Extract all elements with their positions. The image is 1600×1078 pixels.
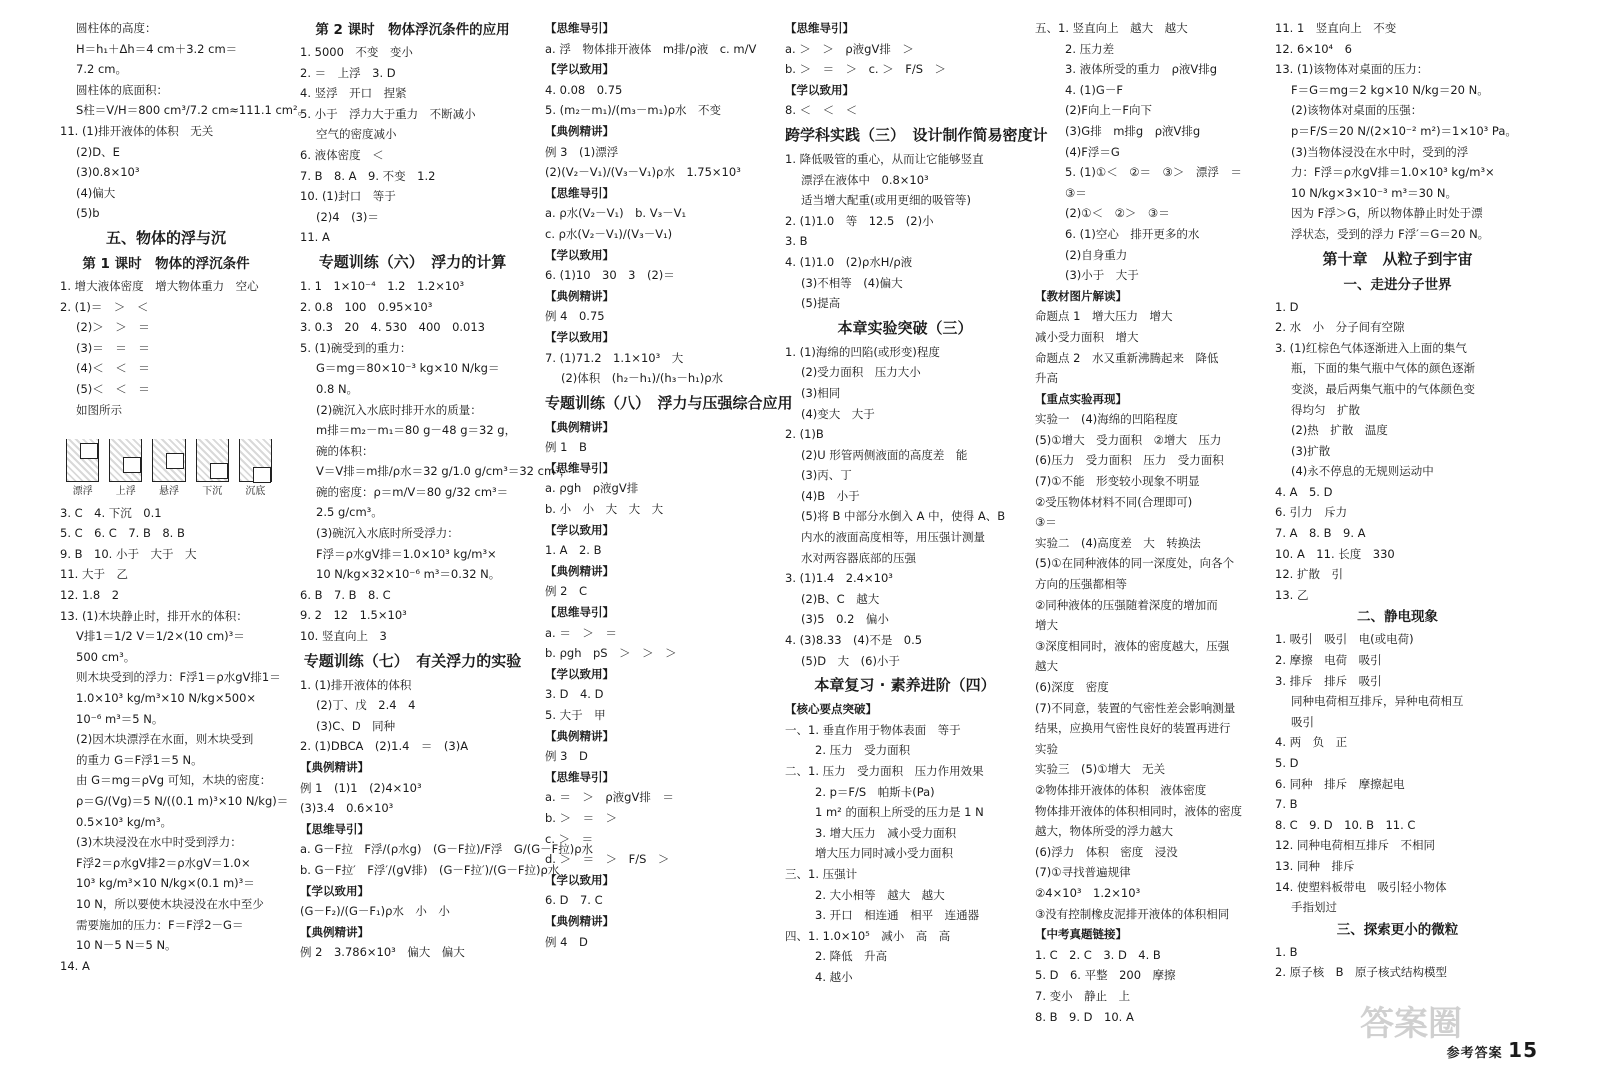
beaker-diagram: [66, 439, 99, 482]
answer-line: (2)4 (3)＝: [316, 209, 379, 224]
answer-line: d. ＞ ＝ ＞ F/S ＞: [545, 852, 670, 867]
answer-line: 1. 吸引 吸引 电(或电荷): [1275, 632, 1414, 647]
answer-line: ②受压物体材料不同(合理即可): [1035, 494, 1193, 509]
answer-line: 10 N，所以要使木块浸没在水中至少: [76, 896, 264, 911]
answer-line: (2)＞ ＞ ＝: [76, 320, 150, 335]
answer-line: 5. D: [1275, 756, 1299, 770]
footer-prefix: 参考答案: [1446, 1046, 1503, 1061]
answer-line: 适当增大配重(或用更细的吸管等): [801, 193, 971, 208]
bracket-heading: 【学以致用】: [545, 247, 614, 262]
answer-line: (3)G排 m排g ρ液V排g: [1065, 123, 1201, 138]
answer-line: 14. A: [60, 958, 90, 973]
answer-line: F浮＝ρ水gV排＝1.0×10³ kg/m³×: [316, 546, 497, 561]
answer-line: 越大: [1035, 659, 1058, 674]
answer-line: (G－F₂)/(G－F₁)ρ水 小 小: [300, 904, 450, 919]
answer-line: (6)压力 受力面积 压力 受力面积: [1035, 453, 1224, 468]
answer-line: 1. C 2. C 3. D 4. B: [1035, 947, 1161, 962]
bracket-heading: 【学以致用】: [545, 62, 614, 77]
answer-line: (5)提高: [801, 296, 841, 311]
subsection-heading: 三、探索更小的微粒: [1336, 921, 1459, 938]
answer-line: 水对两容器底部的压强: [801, 550, 916, 565]
answer-line: 7. (1)71.2 1.1×10³ 大: [545, 350, 684, 365]
answer-line: 7. B 8. A 9. 不变 1.2: [300, 168, 436, 183]
answer-line: 6. (1)空心 排开更多的水: [1065, 226, 1200, 241]
answer-line: (4)永不停息的无规则运动中: [1291, 464, 1434, 479]
answer-line: 得均匀 扩散: [1291, 402, 1360, 417]
section-heading: 本章复习 · 素养进阶（四）: [814, 676, 996, 695]
answer-line: 命题点 1 增大压力 增大: [1035, 309, 1173, 324]
beaker-diagram: [196, 439, 229, 482]
answer-line: (3)3.4 0.6×10³: [300, 801, 394, 816]
answer-line: a. ρ水(V₂－V₁) b. V₃－V₁: [545, 206, 687, 221]
answer-line: 则木块受到的浮力：F浮1＝ρ水gV排1＝: [76, 670, 281, 685]
answer-line: (3)碗沉入水底时所受浮力：: [316, 526, 459, 541]
figure-label: 下沉: [202, 486, 223, 498]
answer-line: 11. 1 竖直向上 不变: [1275, 21, 1397, 35]
answer-line: 8. B 9. D 10. A: [1035, 1009, 1134, 1024]
section-heading: 第十章 从粒子到宇宙: [1322, 249, 1473, 268]
answer-line: p＝F/S＝20 N/(2×10⁻² m²)＝1×10³ Pa。: [1291, 123, 1517, 138]
answer-line: 13. 乙: [1275, 587, 1309, 602]
answer-line: 1. 1 1×10⁻⁴ 1.2 1.2×10³: [300, 278, 465, 293]
beaker-diagram: [239, 439, 272, 482]
answer-line: 12. 扩散 引: [1275, 567, 1343, 582]
answer-line: 2.5 g/cm³。: [316, 505, 383, 520]
bracket-heading: 【思维导引】: [545, 185, 614, 200]
answer-line: 因为 F浮＞G，所以物体静止时处于漂: [1291, 206, 1483, 221]
answer-line: 5. C 6. C 7. B 8. B: [60, 526, 185, 541]
answer-line: 1. D: [1275, 299, 1299, 314]
answer-line: 4. (3)8.33 (4)不是 0.5: [785, 633, 923, 648]
bracket-heading: 【思维导引】: [300, 821, 369, 836]
answer-line: a. G－F拉 F浮/(ρ水g) (G－F拉)/F浮 G/(G－F拉)ρ水: [300, 842, 594, 857]
answer-line: ρ＝G/(Vg)＝5 N/((0.1 m)³×10 N/kg)＝: [76, 794, 289, 808]
answer-line: 例 3 D: [545, 749, 588, 764]
answer-line: 升高: [1035, 371, 1058, 386]
answer-line: 1. 5000 不变 变小: [300, 45, 413, 59]
answer-line: (5)＜ ＜ ＝: [76, 381, 150, 396]
answer-line: 14. 使塑料板带电 吸引轻小物体: [1275, 879, 1447, 894]
bracket-heading: 【重点实验再现】: [1035, 391, 1127, 406]
answer-column-6: [1275, 18, 1520, 1068]
answer-line: F＝G＝mg＝2 kg×10 N/kg＝20 N。: [1291, 82, 1489, 97]
answer-line: ②同种液体的压强随着深度的增加而: [1035, 597, 1218, 612]
answer-line: (2)D、E: [76, 144, 120, 159]
answer-line: (3)相同: [801, 385, 841, 400]
bracket-heading: 【典例精讲】: [300, 924, 369, 939]
answer-line: 12. 1.8 2: [60, 588, 120, 603]
answer-line: 方向的压强都相等: [1035, 577, 1127, 592]
answer-line: 2. 压力差: [1065, 41, 1115, 56]
answer-line: a. ρgh ρ液gV排: [545, 481, 639, 496]
answer-line: 四、1. 1.0×10⁵ 减小 高 高: [785, 928, 951, 943]
answer-line: S柱＝V/H＝800 cm³/7.2 cm≈111.1 cm²。: [76, 103, 310, 118]
section-heading: 跨学科实践（三） 设计制作简易密度计: [785, 125, 1048, 144]
answer-line: 例 3 (1)漂浮: [545, 144, 619, 159]
bracket-heading: 【学以致用】: [545, 522, 614, 537]
answer-line: 越大，物体所受的浮力越大: [1035, 824, 1173, 839]
answer-line: 实验一 (4)海绵的凹陷程度: [1035, 412, 1178, 427]
answer-line: 吸引: [1291, 714, 1314, 729]
answer-line: (5)①增大 受力面积 ②增大 压力: [1035, 432, 1222, 447]
answer-line: G＝mg＝80×10⁻³ kg×10 N/kg＝: [316, 361, 500, 376]
section-heading: 本章实验突破（三）: [837, 318, 973, 337]
answer-line: c. ρ水(V₂－V₁)/(V₃－V₁): [545, 226, 673, 241]
answer-line: 10 N/kg×32×10⁻⁶ m³＝0.32 N。: [316, 567, 501, 582]
answer-line: 10 N/kg×3×10⁻³ m³＝30 N。: [1291, 185, 1457, 200]
answer-line: 2. ＝ 上浮 3. D: [300, 65, 396, 80]
answer-line: 10⁻⁶ m³＝5 N。: [76, 711, 164, 726]
answer-line: 4. 竖浮 开口 捏紧: [300, 86, 407, 101]
answer-line: (2)热 扩散 温度: [1291, 423, 1388, 438]
answer-line: 4. (1)G－F: [1065, 82, 1123, 97]
answer-line: 5. 小于 浮力大于重力 不断减小: [300, 106, 476, 121]
answer-line: (2)碗沉入水底时排开水的质量：: [316, 402, 482, 417]
answer-line: 2. 降低 升高: [815, 949, 888, 964]
answer-line: m排＝m₂－m₁＝80 g－48 g＝32 g，: [316, 423, 517, 438]
answer-line: 13. (1)该物体对桌面的压力：: [1275, 62, 1429, 77]
answer-line: 碗的密度：ρ＝m/V＝80 g/32 cm³＝: [316, 484, 509, 499]
answer-line: 同种电荷相互排斥，异种电荷相互: [1291, 694, 1464, 709]
answer-line: 5. 大于 甲: [545, 708, 606, 722]
subsection-heading: 第 2 课时 物体浮沉条件的应用: [315, 22, 510, 38]
answer-line: (7)①不能 形变较小现象不明显: [1035, 474, 1200, 489]
answer-line: 由 G＝mg＝ρVg 可知，木块的密度：: [76, 773, 272, 788]
bracket-heading: 【中考真题链接】: [1035, 927, 1127, 942]
block-icon: [123, 457, 141, 473]
answer-line: 9. 2 12 1.5×10³: [300, 608, 407, 623]
answer-line: 11. A: [300, 230, 330, 245]
answer-line: 3. (1)红棕色气体逐渐进入上面的集气: [1275, 340, 1467, 355]
answer-line: (2)受力面积 压力大小: [801, 365, 921, 380]
answer-line: 3. 0.3 20 4. 530 400 0.013: [300, 320, 485, 335]
beaker-diagram: [152, 439, 185, 482]
answer-line: 力：F浮＝ρ水gV排＝1.0×10³ kg/m³×: [1291, 165, 1495, 180]
answer-line: 浮状态，受到的浮力 F浮′＝G＝20 N。: [1291, 226, 1490, 241]
bracket-heading: 【典例精讲】: [545, 563, 614, 578]
subsection-heading: 一、走进分子世界: [1343, 276, 1452, 293]
beaker-diagram: [109, 439, 142, 482]
bracket-heading: 【学以致用】: [300, 883, 369, 898]
answer-line: 手指划过: [1291, 900, 1337, 915]
answer-line: 3. D 4. D: [545, 687, 604, 702]
answer-line: (2)(V₂－V₁)/(V₃－V₁)ρ水 1.75×10³: [545, 165, 741, 180]
answer-line: b. ＞ ＝ ＞ c. ＞ F/S ＞: [785, 62, 947, 77]
answer-line: 10 N－5 N＝5 N。: [76, 938, 177, 953]
answer-line: 3. B: [785, 234, 808, 249]
answer-line: 8. ＜ ＜ ＜: [785, 103, 858, 118]
answer-line: 2. p＝F/S 帕斯卡(Pa): [815, 784, 935, 799]
answer-line: 6. 同种 排斥 摩擦起电: [1275, 776, 1405, 791]
answer-line: 3. 增大压力 减小受力面积: [815, 825, 957, 840]
answer-column-1: [60, 18, 310, 1068]
answer-line: 4. 两 负 正: [1275, 735, 1348, 750]
answer-line: 3. 开口 相连通 相平 连通器: [815, 908, 980, 923]
answer-line: 1 m² 的面积上所受的压力是 1 N: [815, 805, 984, 820]
answer-line: (2)该物体对桌面的压强：: [1291, 103, 1423, 118]
answer-line: 圆柱体的高度：: [76, 21, 157, 35]
bracket-heading: 【学以致用】: [545, 872, 614, 887]
answer-line: F浮2＝ρ水gV排2＝ρ水gV＝1.0×: [76, 855, 251, 870]
answer-line: (2)因木块漂浮在水面，则木块受到: [76, 732, 254, 747]
answer-line: V排1＝1/2 V＝1/2×(10 cm)³＝: [76, 629, 245, 644]
answer-line: 6. B 7. B 8. C: [300, 587, 391, 602]
answer-line: a. ＝ ＞ ρ液gV排 ＝: [545, 790, 674, 805]
figure-label: 漂浮: [72, 486, 93, 498]
answer-line: 3. 液体所受的重力 ρ液V排g: [1065, 62, 1218, 77]
bracket-heading: 【典例精讲】: [545, 913, 614, 928]
answer-line: 10. (1)封口 等于: [300, 189, 396, 204]
answer-line: 11. 大于 乙: [60, 567, 128, 582]
answer-line: 例 2 C: [545, 584, 588, 599]
answer-line: 4. A 5. D: [1275, 484, 1333, 499]
answer-line: 7.2 cm。: [76, 62, 127, 77]
answer-line: 实验: [1035, 741, 1058, 756]
answer-line: 10³ kg/m³×10 N/kg×(0.1 m)³＝: [76, 876, 255, 891]
answer-line: 13. 同种 排斥: [1275, 858, 1355, 873]
answer-line: (5)①在同种液体的同一深度处，向各个: [1035, 556, 1235, 571]
answer-line: 例 4 0.75: [545, 309, 605, 324]
answer-line: (4)变大 大于: [801, 406, 875, 421]
answer-line: 物体排开液体的体积相同时，液体的密度: [1035, 803, 1242, 818]
answer-line: 内水的液面高度相等，用压强计测量: [801, 530, 985, 545]
answer-line: 7. A 8. B 9. A: [1275, 526, 1366, 541]
answer-line: 增大压力同时减小受力面积: [815, 846, 953, 861]
block-icon: [166, 453, 184, 469]
answer-line: 2. (1)1.0 等 12.5 (2)小: [785, 213, 934, 228]
answer-line: a. 浮 物体排开液体 m排/ρ液 c. m/V: [545, 41, 757, 56]
answer-line: 2. 水 小 分子间有空隙: [1275, 320, 1405, 335]
answer-line: H＝h₁＋Δh＝4 cm＋3.2 cm＝: [76, 41, 238, 56]
answer-line: 3. (1)1.4 2.4×10³: [785, 571, 893, 586]
answer-line: (5)D 大 (6)小于: [801, 653, 900, 668]
answer-line: (2)①＜ ②＞ ③＝: [1065, 206, 1170, 221]
section-heading: 专题训练（七） 有关浮力的实验: [303, 651, 522, 670]
answer-line: 7. 变小 静止 上: [1035, 988, 1131, 1003]
answer-line: 1. A 2. B: [545, 543, 602, 558]
answer-line: 实验二 (4)高度差 大 转换法: [1035, 535, 1201, 550]
answer-line: (3)当物体浸没在水中时，受到的浮: [1291, 144, 1469, 159]
answer-line: ③＝: [1065, 185, 1087, 200]
answer-line: 例 1 (1)1 (2)4×10³: [300, 780, 422, 795]
answer-line: a. ＞ ＞ ρ液gV排 ＞: [785, 41, 914, 56]
answer-line: 命题点 2 水又重新沸腾起来 降低: [1035, 350, 1219, 365]
answer-line: (2)丁、戊 2.4 4: [316, 698, 416, 713]
answer-line: 9. B 10. 小于 大于 大: [60, 546, 197, 561]
answer-line: 1. (1)海绵的凹陷(或形变)程度: [785, 344, 940, 359]
block-icon: [80, 443, 98, 459]
answer-line: (7)①寻找普遍规律: [1035, 865, 1131, 880]
answer-line: 2. (1)＝ ＞ ＜: [60, 299, 149, 314]
watermark-logo: 答案圈: [1360, 1004, 1462, 1044]
answer-line: 变淡，最后两集气瓶中的气体颜色变: [1291, 381, 1475, 396]
answer-line: (6)浮力 体积 密度 浸没: [1035, 844, 1178, 859]
answer-line: 需要施加的压力：F＝F浮2－G＝: [76, 917, 244, 932]
answer-line: (4)偏大: [76, 185, 116, 200]
answer-line: 1. 增大液体密度 增大物体重力 空心: [60, 278, 259, 293]
answer-line: V＝V排＝m排/ρ水＝32 g/1.0 g/cm³＝32 cm³，: [316, 464, 572, 479]
figure-label: 悬浮: [159, 486, 179, 498]
answer-line: (4)B 小于: [801, 488, 860, 503]
answer-line: (3)不相等 (4)偏大: [801, 275, 903, 290]
answer-line: 2. 大小相等 越大 越大: [815, 887, 945, 902]
block-icon: [253, 467, 271, 483]
answer-line: 10. A 11. 长度 330: [1275, 546, 1395, 561]
answer-line: 一、1. 垂直作用于物体表面 等于: [785, 722, 961, 737]
answer-line: (3)丙、丁: [801, 468, 852, 483]
answer-line: (2)自身重力: [1065, 247, 1128, 262]
answer-line: 三、1. 压强计: [785, 866, 858, 881]
answer-line: 4. 越小: [815, 969, 853, 984]
answer-line: 3. 排斥 排斥 吸引: [1275, 673, 1382, 688]
bracket-heading: 【学以致用】: [545, 666, 614, 681]
answer-line: b. ＞ ＝ ＞: [545, 810, 618, 825]
bracket-heading: 【学以致用】: [785, 82, 854, 97]
answer-line: 5. (m₂－m₁)/(m₃－m₁)ρ水 不变: [545, 103, 721, 118]
answer-line: 13. (1)木块静止时，排开水的体积：: [60, 608, 248, 623]
answer-line: 1. 降低吸管的重心，从而让它能够竖直: [785, 151, 984, 166]
answer-line: 结果，应换用气密性良好的装置再进行: [1035, 721, 1231, 736]
answer-line: 瓶，下面的集气瓶中气体的颜色逐渐: [1291, 361, 1475, 376]
answer-line: 1.0×10³ kg/m³×10 N/kg×500×: [76, 691, 257, 706]
bracket-heading: 【思维导引】: [545, 21, 614, 35]
answer-line: 空气的密度减小: [316, 127, 397, 142]
answer-line: 例 4 D: [545, 934, 588, 949]
subsection-heading: 二、静电现象: [1357, 609, 1438, 626]
answer-line: 10. 竖直向上 3: [300, 629, 387, 644]
answer-line: 2. 原子核 B 原子核式结构模型: [1275, 965, 1448, 980]
answer-line: (3)C、D 同种: [316, 718, 396, 733]
answer-line: ②4×10³ 1.2×10³: [1035, 885, 1141, 900]
float-sink-figure: [60, 420, 272, 482]
answer-line: 6. D 7. C: [545, 893, 603, 908]
bracket-heading: 【典例精讲】: [545, 419, 614, 434]
answer-line: 实验三 (5)①增大 无关: [1035, 762, 1166, 777]
subsection-heading: 第 1 课时 物体的浮沉条件: [82, 255, 250, 272]
answer-line: 的重力 G＝F浮1＝5 N。: [76, 752, 203, 767]
page-footer: [1447, 1038, 1538, 1062]
answer-line: 增大: [1035, 618, 1058, 633]
answer-line: 4. (1)1.0 (2)ρ水H/ρ液: [785, 254, 913, 269]
bracket-heading: 【思维导引】: [545, 605, 614, 620]
answer-line: a. ＝ ＞ ＝: [545, 625, 617, 640]
answer-line: 2. (1)DBCA (2)1.4 ＝ (3)A: [300, 739, 469, 754]
answer-line: b. ρgh pS ＞ ＞ ＞: [545, 646, 677, 661]
answer-line: ②物体排开液体的体积 液体密度: [1035, 782, 1207, 797]
block-icon: [210, 463, 228, 479]
answer-line: (3)扩散: [1291, 443, 1331, 458]
answer-line: (6)深度 密度: [1035, 680, 1109, 694]
answer-line: (2)F向上－F向下: [1065, 103, 1153, 118]
bracket-heading: 【学以致用】: [545, 329, 614, 344]
answer-line: ③深度相同时，液体的密度越大，压强: [1035, 638, 1230, 653]
answer-line: (5)将 B 中部分水倒入 A 中，使得 A、B: [801, 509, 1006, 524]
answer-line: 5. (1)碗受到的重力：: [300, 340, 412, 355]
answer-line: 2. 压力 受力面积: [815, 743, 911, 758]
answer-line: 11. (1)排开液体的体积 无关: [60, 123, 214, 138]
answer-line: (3)小于 大于: [1065, 268, 1139, 283]
answer-line: 6. 液体密度 ＜: [300, 147, 384, 162]
figure-label: 沉底: [245, 486, 266, 498]
answer-line: (2)体积 (h₂－h₁)/(h₃－h₁)ρ水: [561, 371, 724, 386]
bracket-heading: 【思维导引】: [545, 460, 614, 475]
answer-line: 4. 0.08 0.75: [545, 82, 623, 97]
answer-line: (2)B、C 越大: [801, 591, 880, 606]
answer-line: (5)b: [76, 206, 100, 221]
answer-line: c. ＞ ＝: [545, 831, 594, 846]
answer-line: (7)不同意，装置的气密性差会影响测量: [1035, 700, 1236, 715]
answer-line: 漂浮在液体中 0.8×10³: [801, 172, 929, 187]
page-number: 15: [1508, 1038, 1538, 1062]
bracket-heading: 【典例精讲】: [545, 728, 614, 743]
section-heading: 专题训练（六） 浮力的计算: [318, 252, 507, 271]
answer-line: 2. 0.8 100 0.95×10³: [300, 299, 433, 314]
answer-column-5: [1035, 18, 1260, 1068]
answer-line: 5. D 6. 平整 200 摩擦: [1035, 968, 1176, 983]
answer-line: (2)U 形管两侧液面的高度差 能: [801, 447, 968, 462]
answer-line: 2. (1)B: [785, 427, 824, 442]
answer-line: 五、1. 竖直向上 越大 越大: [1035, 21, 1188, 35]
answer-line: 例 2 3.786×10³ 偏大 偏大: [300, 945, 465, 960]
answer-line: 8. C 9. D 10. B 11. C: [1275, 817, 1416, 832]
answer-line: b. 小 小 大 大 大: [545, 502, 664, 517]
answer-line: 3. C 4. 下沉 0.1: [60, 505, 162, 520]
answer-line: ③＝: [1035, 515, 1057, 530]
answer-line: 1. (1)排开液体的体积: [300, 677, 412, 692]
bracket-heading: 【思维导引】: [545, 769, 614, 784]
bracket-heading: 【教材图片解读】: [1035, 288, 1127, 303]
answer-line: 2. 摩擦 电荷 吸引: [1275, 653, 1382, 668]
bracket-heading: 【典例精讲】: [545, 288, 614, 303]
figure-labels: [60, 482, 272, 503]
answer-line: 6. 引力 斥力: [1275, 505, 1348, 520]
figure-label: 上浮: [115, 486, 136, 498]
bracket-heading: 【典例精讲】: [300, 760, 369, 774]
answer-line: (3)＝ ＝ ＝: [76, 340, 150, 355]
bracket-heading: 【思维导引】: [785, 21, 854, 35]
answer-line: 5. (1)①＜ ②＝ ③＞ 漂浮 ＝: [1065, 165, 1242, 180]
answer-line: (3)5 0.2 偏小: [801, 612, 889, 627]
answer-line: (4)F浮＝G: [1065, 144, 1120, 159]
answer-line: (3)0.8×10³: [76, 165, 140, 180]
answer-line: 12. 同种电荷相互排斥 不相同: [1275, 838, 1435, 853]
section-heading: 五、物体的浮与沉: [105, 228, 226, 247]
answer-line: 二、1. 压力 受力面积 压力作用效果: [785, 764, 984, 778]
answer-line: 12. 6×10⁴ 6: [1275, 41, 1352, 56]
bracket-heading: 【核心要点突破】: [785, 702, 877, 717]
bracket-heading: 【典例精讲】: [545, 123, 614, 138]
answer-line: b. G－F拉′ F浮′/(gV排) (G－F拉′)/(G－F拉)ρ水: [300, 862, 560, 877]
answer-line: 0.8 N。: [316, 381, 359, 396]
answer-line: 例 1 B: [545, 440, 587, 455]
answer-line: (3)木块浸没在水中时受到浮力：: [76, 835, 242, 850]
answer-line: 500 cm³。: [76, 649, 136, 664]
answer-line: 减小受力面积 增大: [1035, 329, 1139, 344]
answer-column-4: [785, 18, 1048, 1068]
answer-line: 0.5×10³ kg/m³。: [76, 814, 172, 829]
answer-line: 6. (1)10 30 3 (2)＝: [545, 268, 675, 283]
answer-line: 碗的体积：: [316, 443, 374, 458]
answer-line: 如图所示: [76, 402, 122, 417]
answer-line: 圆柱体的底面积：: [76, 82, 168, 97]
answer-line: ③没有控制橡皮泥排开液体的体积相同: [1035, 906, 1230, 921]
answer-line: 7. B: [1275, 797, 1298, 812]
section-heading: 专题训练（八） 浮力与压强综合应用: [545, 393, 793, 412]
answer-column-3: [545, 18, 793, 1068]
answer-line: (4)＜ ＜ ＝: [76, 361, 150, 376]
answer-line: 1. B: [1275, 944, 1298, 959]
